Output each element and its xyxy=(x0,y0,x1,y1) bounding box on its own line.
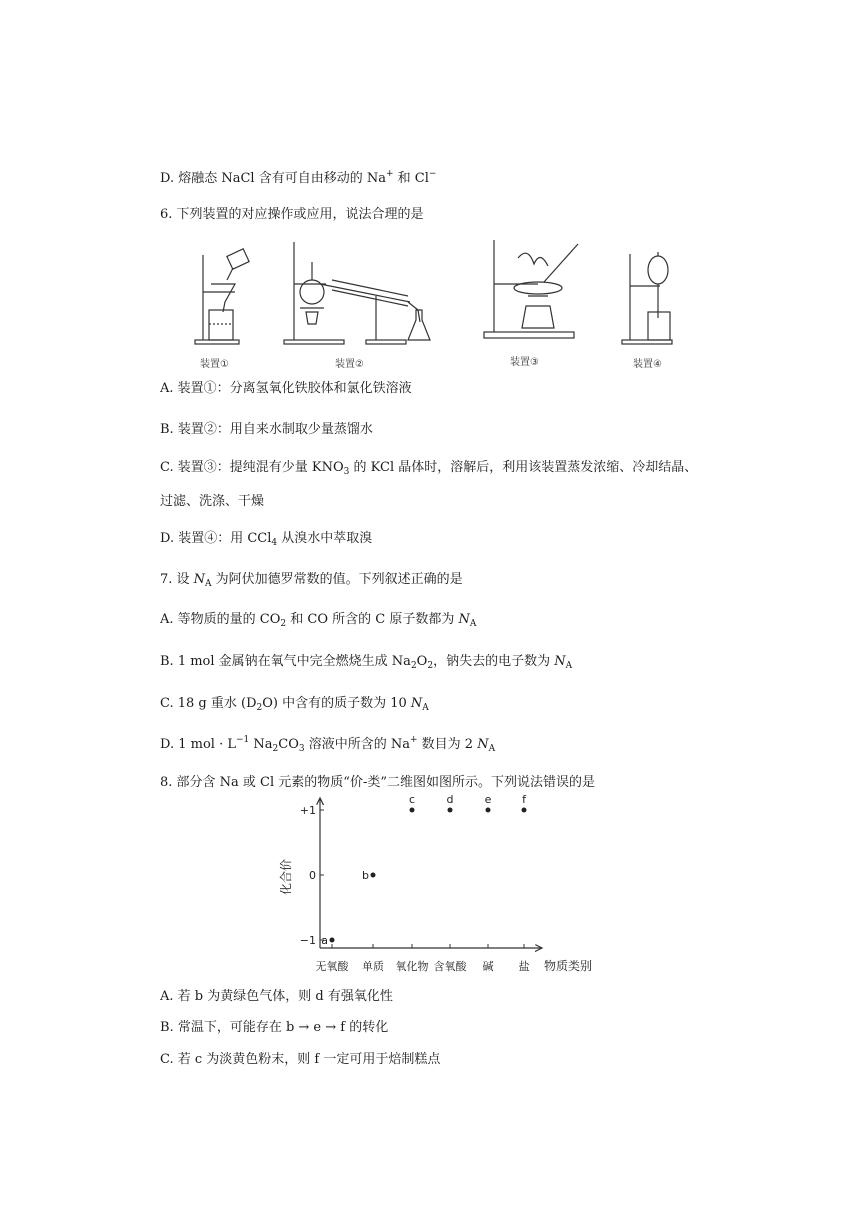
valence-category-chart xyxy=(270,790,600,980)
point-d xyxy=(448,808,453,813)
q8-option-b: B. 常温下，可能存在 b → e → f 的转化 xyxy=(160,1020,389,1035)
y-axis-label: 化合价 xyxy=(279,858,293,895)
q7-option-c: C. 18 g 重水 $(D_2O)$ 中含有的质子数为 10 $N_A$ xyxy=(160,696,429,713)
q7-option-a: A. 等物质的量的 $CO_2$ 和 CO 所含的 C 原子数都为 $N_A$ xyxy=(160,612,477,629)
apparatus-1-figure xyxy=(193,240,261,350)
q8-option-c: C. 若 c 为淡黄色粉末，则 f 一定可用于焙制糕点 xyxy=(160,1052,441,1067)
q7-option-b: B. 1 mol 金属钠在氧气中完全燃烧生成 $Na_2O_2$，钠失去的电子数为 $N_A$ xyxy=(160,654,573,671)
q6-option-c-line2: 过滤、洗涤、干燥 xyxy=(160,494,265,509)
point-a xyxy=(330,938,335,943)
point-label-b: b xyxy=(362,869,369,882)
y-tick-label: 0 xyxy=(309,869,316,882)
x-axis-label: 物质类别 xyxy=(544,959,593,973)
point-b xyxy=(371,873,376,878)
q6-option-a: A. 装置①：分离氢氧化铁胶体和氯化铁溶液 xyxy=(160,381,412,396)
apparatus-4-figure xyxy=(620,240,680,350)
q8-stem: 8. 部分含 Na 或 Cl 元素的物质“价-类”二维图如图所示。下列说法错误的是 xyxy=(160,775,595,790)
q6-option-d: D. 装置④：用 CCl$_4$ 从溴水中萃取溴 xyxy=(160,531,373,548)
x-tick-label: 盐 xyxy=(518,960,530,973)
point-label-d: d xyxy=(446,793,454,806)
q7-stem: 7. 设 $N_A$ 为阿伏加德罗常数的值。下列叙述正确的是 xyxy=(160,572,463,589)
point-label-f: f xyxy=(522,793,526,806)
x-tick-label: 碱 xyxy=(482,960,494,973)
x-tick-label: 含氧酸 xyxy=(433,960,467,973)
q6-stem: 6. 下列装置的对应操作或应用，说法合理的是 xyxy=(160,207,424,222)
q6-option-c-line1: C. 装置③：提纯混有少量 $KNO_3$ 的 KCl 晶体时，溶解后，利用该装置蒸发浓缩、冷却结晶、 xyxy=(160,460,698,477)
point-c xyxy=(410,808,415,813)
point-f xyxy=(522,808,527,813)
point-label-c: c xyxy=(408,793,416,806)
point-label-a: a xyxy=(321,934,328,947)
q8-option-a: A. 若 b 为黄绿色气体，则 d 有强氧化性 xyxy=(160,989,393,1004)
y-tick-label: −1 xyxy=(299,934,316,947)
q7-option-d: D. 1 mol · $L^{-1}$ $Na_2CO_3$ 溶液中所含的 Na+ 数目为 2 $N_A$ xyxy=(160,735,496,754)
apparatus-2-figure xyxy=(280,240,450,350)
y-tick-label: +1 xyxy=(299,804,316,817)
x-tick-label: 氧化物 xyxy=(395,960,429,973)
apparatus-3-figure xyxy=(478,236,588,348)
apparatus-4-caption: 装置④ xyxy=(633,359,662,370)
q6-option-b: B. 装置②：用自来水制取少量蒸馏水 xyxy=(160,422,373,437)
point-label-e: e xyxy=(484,793,492,806)
point-e xyxy=(486,808,491,813)
apparatus-1-caption: 装置① xyxy=(200,359,229,370)
q5-option-d: D. 熔融态 NaCl 含有可自由移动的 Na+ 和 Cl− xyxy=(160,169,437,186)
apparatus-3-caption: 装置③ xyxy=(510,357,539,368)
x-tick-label: 无氧酸 xyxy=(315,960,349,973)
x-tick-label: 单质 xyxy=(362,960,384,973)
apparatus-2-caption: 装置② xyxy=(335,359,364,370)
